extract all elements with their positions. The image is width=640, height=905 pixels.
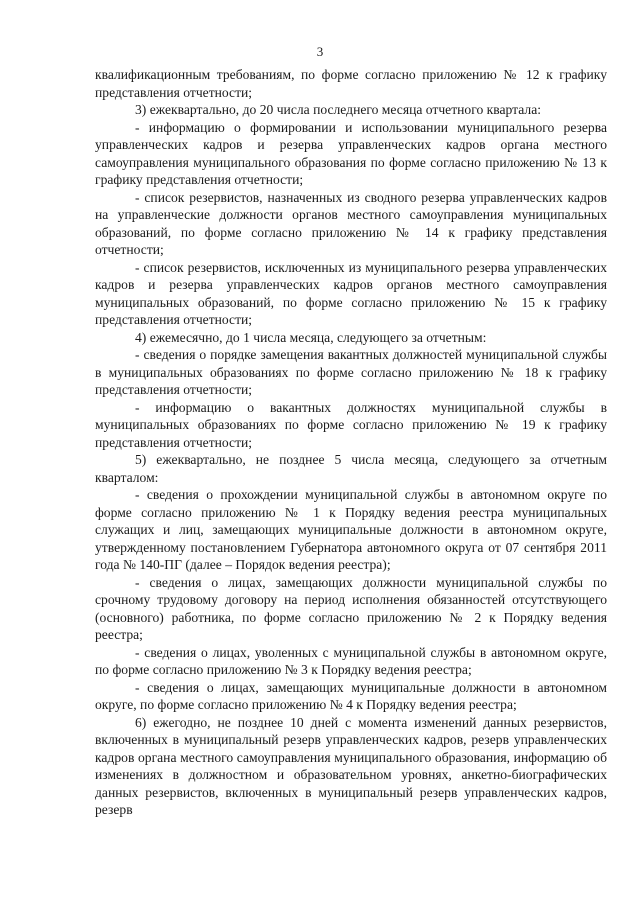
paragraph-dismissed-persons: - сведения о лицах, уволенных с муниципальной службы в автономном округе, по форме согласно приложению № 3 к Порядку ведения реестра;	[95, 644, 607, 677]
paragraph-service-records: - сведения о прохождении муниципальной службы в автономном округе по форме согласно приложению № 1 к Порядку ведения реестра муниципальных служащих и лиц, замещающих муниципальные должности в автономном округе, утвержденному постановлением Губернатора автономного округа от 07 сентября 2011 года № 140-ПГ (далее – Порядок ведения реестра);	[95, 487, 607, 572]
list-item-4-monthly: 4) ежемесячно, до 1 числа месяца, следующего за отчетным:	[135, 329, 487, 345]
paragraph-reservists-excluded: - список резервистов, исключенных из муниципального резерва управленческих кадров и резерва управленческих кадров органов местного самоуправления муниципальных образований, по форме согласно приложению № 15 к графику представления отчетности;	[95, 259, 607, 327]
list-item-6-annual: 6) ежегодно, не позднее 10 дней с момента изменений данных резервистов, включенных в муниципальный резерв управленческих кадров, резерв управленческих кадров органа местного самоуправления муниципального образования, информацию об изменениях в должностном и образовательном уровнях, анкетно-биографических данных резервистов, включенных в муниципальный резерв управленческих кадров, резерв	[95, 714, 607, 817]
paragraph-vacant-positions: - информацию о вакантных должностях муниципальной службы в муниципальных образованиях по форме согласно приложению № 19 к графику представления отчетности;	[95, 399, 607, 450]
paragraph-reservists-appointed: - список резервистов, назначенных из сводного резерва управленческих кадров на управленческие должности органов местного самоуправления муниципальных образований, по форме согласно приложению № 14 к графику представления отчетности;	[95, 189, 607, 257]
page-number: 3	[316, 44, 324, 59]
paragraph-vacancy-procedure: - сведения о порядке замещения вакантных должностей муниципальной службы в муниципальных образованиях по форме согласно приложению № 18 к графику представления отчетности;	[95, 347, 607, 397]
paragraph-reserve-formation: - информацию о формировании и использовании муниципального резерва управленческих кадров и резерва управленческих кадров органа местного самоуправления муниципального образования по форме согласно приложению № 13 к графику представления отчетности;	[95, 119, 607, 187]
paragraph-municipal-positions: - сведения о лицах, замещающих муниципальные должности в автономном округе, по форме согласно приложению № 4 к Порядку ведения реестра;	[95, 679, 607, 712]
paragraph-fixed-term-contracts: - сведения о лицах, замещающих должности муниципальной службы по срочному трудовому договору на период исполнения обязанностей отсутствующего (основного) работника, по форме согласно приложению № 2 к Порядку ведения реестра;	[95, 574, 607, 642]
document-body	[95, 66, 607, 819]
list-item-5-quarterly: 5) ежеквартально, не позднее 5 числа месяца, следующего за отчетным кварталом:	[95, 452, 607, 485]
list-item-3-quarterly: 3) ежеквартально, до 20 числа последнего месяца отчетного квартала:	[135, 102, 542, 117]
paragraph-continuation: квалификационным требованиям, по форме согласно приложению № 12 к графику представления отчетности;	[95, 67, 607, 100]
